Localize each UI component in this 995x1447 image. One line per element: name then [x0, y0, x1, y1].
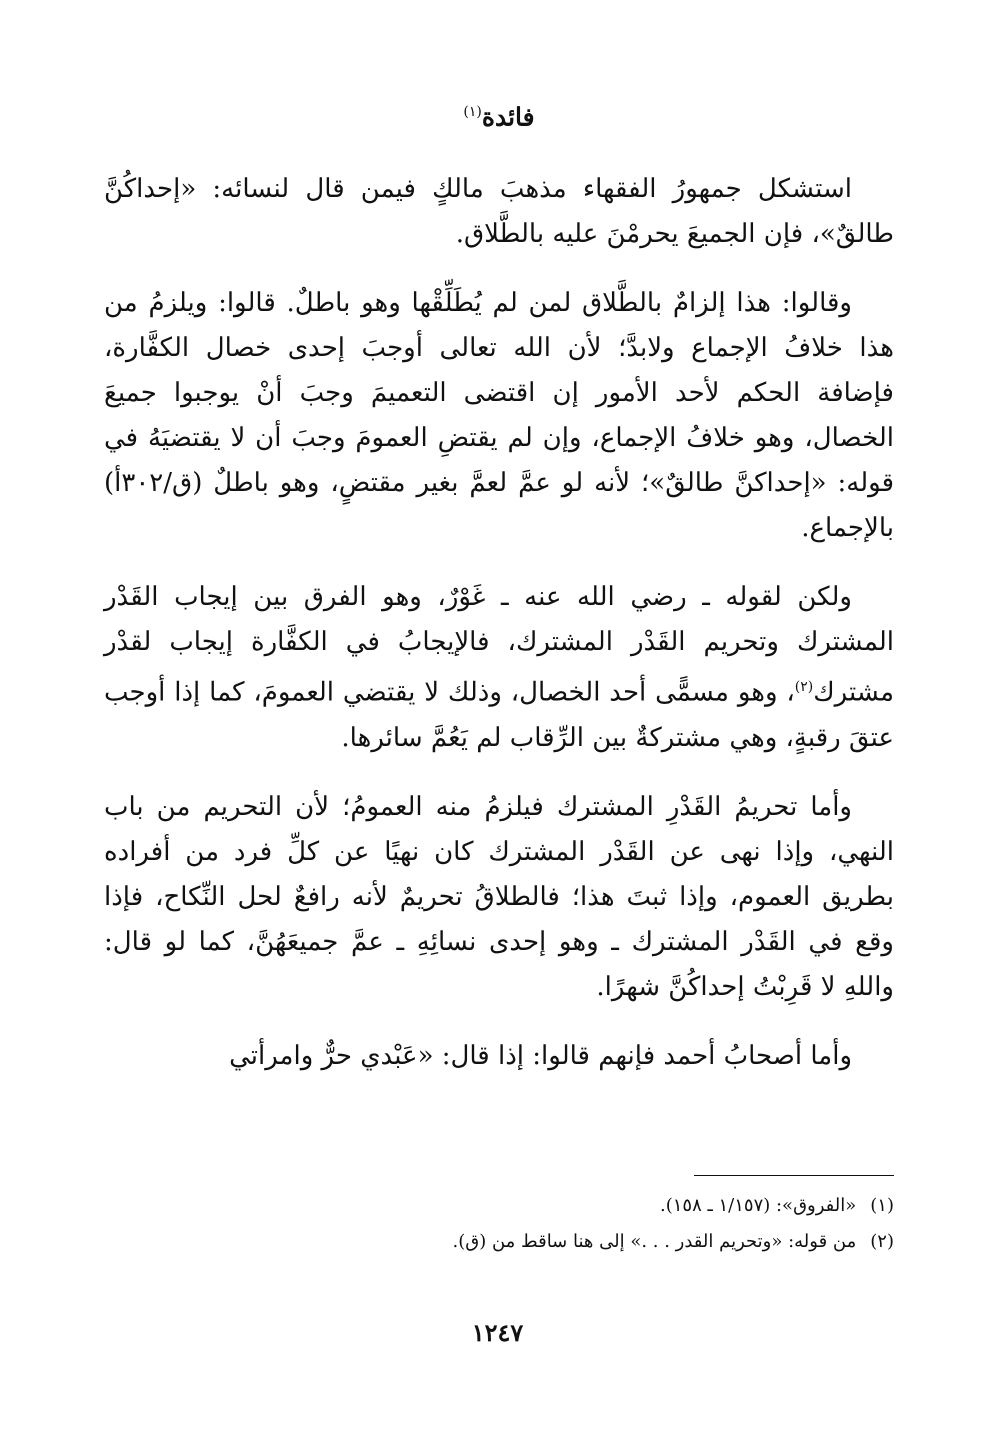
footnote-1	[104, 1188, 894, 1224]
paragraph-3-start: ولكن لقوله ـ رضي الله عنه ـ غَوْرٌ، وهو الفرق بين إيجاب القَدْر المشترك وتحريم القَدْر المشترك، فالإيجابُ في الكفَّارة إيجاب لقدْر مشترك	[104, 582, 894, 708]
footnote-1-text: «الفروق»: (١/١٥٧ ـ ١٥٨).	[660, 1195, 857, 1216]
title-footnote-ref[interactable]: (١)	[463, 104, 482, 120]
paragraph-5: وأما أصحابُ أحمد فإنهم قالوا: إذا قال: «عَبْدي حرٌّ وامرأتي	[229, 1040, 852, 1071]
page-title	[104, 90, 894, 139]
paragraph-4: وأما تحريمُ القَدْرِ المشترك فيلزمُ منه العمومُ؛ لأن التحريم من باب النهي، وإذا نهى عن القَدْر المشترك كان نهيًا عن كلِّ فرد من أفراده بطريق العموم، وإذا ثبتَ هذا؛ فالطلاقُ تحريمٌ لأنه رافعٌ لحل النِّكاح، فإذا وقع في القَدْر المشترك ـ وهو إحدى نسائِهِ ـ عمَّ جميعَهُنَّ، كما لو قال: واللهِ لا قَرِبْتُ إحداكُنَّ شهرًا.	[104, 791, 894, 1002]
paragraph-3-footnote-ref[interactable]: (٢)	[794, 679, 814, 696]
footnote-2-text: من قوله: «وتحريم القدر . . .» إلى هنا ساقط من (ق).	[452, 1231, 857, 1252]
paragraph-1: استشكل جمهورُ الفقهاء مذهبَ مالكٍ فيمن قال لنسائه: «إحداكُنَّ طالقٌ»، فإن الجميعَ يحرمْنَ عليه بالطَّلاق.	[104, 174, 894, 250]
footnote-divider	[694, 1175, 894, 1176]
paragraph-2: وقالوا: هذا إلزامٌ بالطَّلاق لمن لم يُطَلِّقْها وهو باطلٌ. قالوا: ويلزمُ من هذا خلافُ الإجماع ولابدَّ؛ لأن الله تعالى أوجبَ إحدى خصال الكفَّارة، فإضافة الحكم لأحد الأمور إن اقتضى التعميمَ وجبَ أنْ يوجبوا جميعَ الخصال، وهو خلافُ الإجماع، وإن لم يقتضِ العمومَ وجبَ أن لا يقتضيَهُ في قوله: «إحداكنَّ طالقٌ»؛ لأنه لو عمَّ لعمَّ بغير مقتضٍ، وهو باطلٌ (ق/٣٠٢أ) بالإجماع.	[104, 288, 894, 544]
page-body	[104, 90, 894, 1103]
footnote-1-number: (١)	[870, 1195, 894, 1216]
page-number: ١٢٤٧	[471, 1318, 524, 1347]
footnotes-section	[104, 1175, 894, 1260]
footnote-2-number: (٢)	[870, 1231, 894, 1252]
title-text: فائدة	[481, 102, 535, 132]
paragraph-3	[104, 575, 894, 761]
paragraph-3-end: ، وهو مسمًّى أحد الخصال، وذلك لا يقتضي العمومَ، كما إذا أوجب عتقَ رقبةٍ، وهي مشتركةٌ بين الرِّقاب لم يَعُمَّ سائرها.	[104, 677, 894, 753]
footnote-2	[104, 1224, 894, 1260]
